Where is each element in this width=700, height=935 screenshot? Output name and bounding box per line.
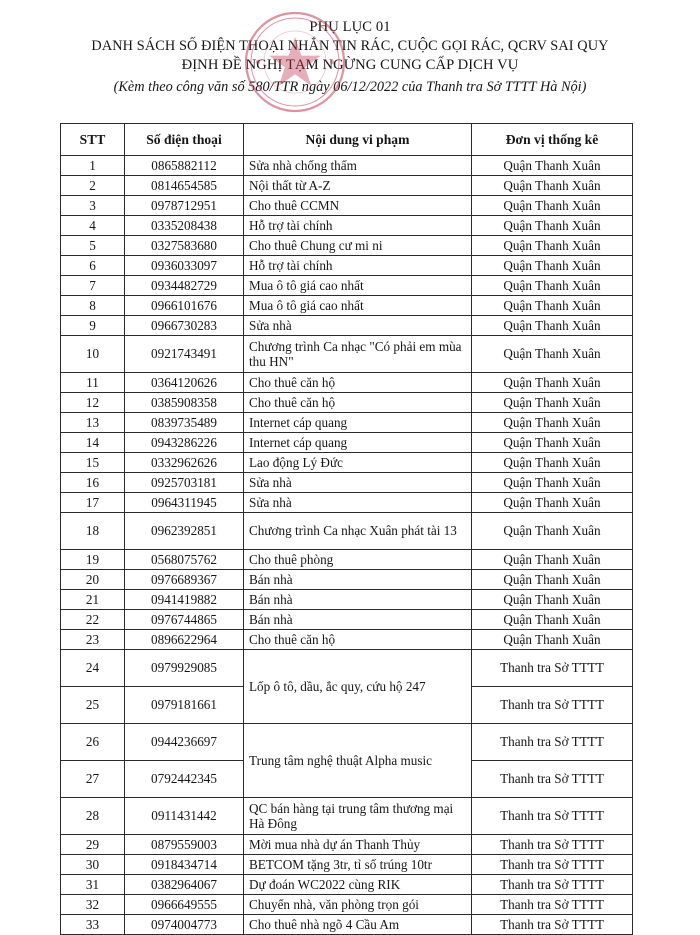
cell-stt: 17 (61, 493, 125, 513)
cell-phone-number: 0921743491 (125, 336, 244, 373)
page-title-line-1: DANH SÁCH SỐ ĐIỆN THOẠI NHẮN TIN RÁC, CUỘC GỌI RÁC, QCRV SAI QUY (91, 38, 609, 54)
cell-violation-content: Cho thuê căn hộ (244, 630, 472, 650)
cell-phone-number: 0964311945 (125, 493, 244, 513)
cell-phone-number: 0896622964 (125, 630, 244, 650)
appendix-label: PHỤ LỤC 01 (309, 19, 391, 35)
cell-phone-number: 0335208438 (125, 216, 244, 236)
cell-stt: 11 (61, 373, 125, 393)
cell-phone-number: 0941419882 (125, 590, 244, 610)
cell-phone-number: 0814654585 (125, 176, 244, 196)
cell-stt: 31 (61, 875, 125, 895)
cell-reporting-unit: Quận Thanh Xuân (472, 196, 633, 216)
table-row (61, 513, 633, 550)
table-row (61, 798, 633, 835)
cell-violation-content: Mời mua nhà dự án Thanh Thủy (244, 835, 472, 855)
cell-reporting-unit: Quận Thanh Xuân (472, 550, 633, 570)
cell-phone-number: 0865882112 (125, 156, 244, 176)
table-row (61, 915, 633, 935)
table-row (61, 276, 633, 296)
cell-reporting-unit: Quận Thanh Xuân (472, 413, 633, 433)
cell-violation-content: Chuyển nhà, văn phòng trọn gói (244, 895, 472, 915)
cell-stt: 12 (61, 393, 125, 413)
cell-violation-content: Internet cáp quang (244, 413, 472, 433)
phone-number-table-container (60, 123, 632, 935)
cell-violation-content: Internet cáp quang (244, 433, 472, 453)
cell-reporting-unit: Thanh tra Sở TTTT (472, 855, 633, 875)
document-header (0, 0, 700, 97)
cell-phone-number: 0943286226 (125, 433, 244, 453)
cell-violation-content: Sửa nhà (244, 473, 472, 493)
cell-phone-number: 0792442345 (125, 761, 244, 798)
cell-reporting-unit: Quận Thanh Xuân (472, 336, 633, 373)
table-row (61, 493, 633, 513)
cell-reporting-unit: Quận Thanh Xuân (472, 393, 633, 413)
cell-phone-number: 0934482729 (125, 276, 244, 296)
column-header-content: Nội dung vi phạm (244, 124, 472, 156)
table-row (61, 373, 633, 393)
cell-violation-content: Cho thuê căn hộ (244, 393, 472, 413)
cell-stt: 28 (61, 798, 125, 835)
cell-stt: 10 (61, 336, 125, 373)
cell-reporting-unit: Quận Thanh Xuân (472, 473, 633, 493)
cell-violation-content: Mua ô tô giá cao nhất (244, 296, 472, 316)
cell-reporting-unit: Quận Thanh Xuân (472, 316, 633, 336)
table-header-row (61, 124, 633, 156)
page-title-line-2: ĐỊNH ĐỀ NGHỊ TẠM NGỪNG CUNG CẤP DỊCH VỤ (181, 57, 519, 73)
cell-stt: 3 (61, 196, 125, 216)
table-row (61, 256, 633, 276)
cell-stt: 33 (61, 915, 125, 935)
table-row (61, 473, 633, 493)
cell-reporting-unit: Quận Thanh Xuân (472, 216, 633, 236)
cell-stt: 21 (61, 590, 125, 610)
cell-violation-content: Sửa nhà chống thấm (244, 156, 472, 176)
cell-phone-number: 0944236697 (125, 724, 244, 761)
table-row (61, 724, 633, 761)
cell-violation-content: Cho thuê CCMN (244, 196, 472, 216)
cell-violation-content: Hỗ trợ tài chính (244, 256, 472, 276)
cell-violation-content: BETCOM tặng 3tr, tỉ số trúng 10tr (244, 855, 472, 875)
cell-phone-number: 0966730283 (125, 316, 244, 336)
cell-violation-content: Chương trình Ca nhạc Xuân phát tài 13 (244, 513, 472, 550)
table-row (61, 176, 633, 196)
cell-phone-number: 0925703181 (125, 473, 244, 493)
document-reference-note: (Kèm theo công văn số 580/TTR ngày 06/12/2022 của Thanh tra Sở TTTT Hà Nội) (113, 79, 587, 95)
cell-stt: 25 (61, 687, 125, 724)
cell-stt: 16 (61, 473, 125, 493)
cell-stt: 13 (61, 413, 125, 433)
cell-reporting-unit: Quận Thanh Xuân (472, 156, 633, 176)
table-row (61, 196, 633, 216)
table-row (61, 650, 633, 687)
table-body (61, 156, 633, 935)
cell-stt: 23 (61, 630, 125, 650)
cell-stt: 2 (61, 176, 125, 196)
table-row (61, 236, 633, 256)
cell-reporting-unit: Thanh tra Sở TTTT (472, 915, 633, 935)
cell-phone-number: 0327583680 (125, 236, 244, 256)
cell-reporting-unit: Quận Thanh Xuân (472, 630, 633, 650)
table-row (61, 156, 633, 176)
cell-reporting-unit: Thanh tra Sở TTTT (472, 835, 633, 855)
table-row (61, 413, 633, 433)
table-row (61, 216, 633, 236)
table-row (61, 570, 633, 590)
cell-stt: 32 (61, 895, 125, 915)
cell-stt: 15 (61, 453, 125, 473)
cell-stt: 14 (61, 433, 125, 453)
cell-stt: 26 (61, 724, 125, 761)
cell-stt: 27 (61, 761, 125, 798)
cell-phone-number: 0911431442 (125, 798, 244, 835)
cell-stt: 8 (61, 296, 125, 316)
cell-stt: 19 (61, 550, 125, 570)
cell-phone-number: 0879559003 (125, 835, 244, 855)
table-row (61, 393, 633, 413)
cell-violation-content: Bán nhà (244, 570, 472, 590)
cell-reporting-unit: Thanh tra Sở TTTT (472, 687, 633, 724)
cell-phone-number: 0974004773 (125, 915, 244, 935)
cell-phone-number: 0839735489 (125, 413, 244, 433)
table-row (61, 453, 633, 473)
cell-reporting-unit: Quận Thanh Xuân (472, 590, 633, 610)
table-row (61, 895, 633, 915)
cell-phone-number: 0918434714 (125, 855, 244, 875)
cell-stt: 4 (61, 216, 125, 236)
column-header-stt: STT (61, 124, 125, 156)
table-row (61, 316, 633, 336)
cell-violation-content: Cho thuê nhà ngõ 4 Cầu Am (244, 915, 472, 935)
cell-reporting-unit: Quận Thanh Xuân (472, 276, 633, 296)
table-row (61, 835, 633, 855)
table-row (61, 550, 633, 570)
table-row (61, 336, 633, 373)
cell-phone-number: 0979181661 (125, 687, 244, 724)
cell-phone-number: 0979929085 (125, 650, 244, 687)
cell-violation-content: QC bán hàng tại trung tâm thương mại Hà Đông (244, 798, 472, 835)
cell-stt: 9 (61, 316, 125, 336)
cell-stt: 20 (61, 570, 125, 590)
cell-reporting-unit: Thanh tra Sở TTTT (472, 875, 633, 895)
table-row (61, 296, 633, 316)
table-row (61, 875, 633, 895)
cell-stt: 29 (61, 835, 125, 855)
cell-violation-content: Cho thuê căn hộ (244, 373, 472, 393)
cell-reporting-unit: Quận Thanh Xuân (472, 610, 633, 630)
cell-reporting-unit: Quận Thanh Xuân (472, 513, 633, 550)
cell-reporting-unit: Quận Thanh Xuân (472, 433, 633, 453)
cell-phone-number: 0382964067 (125, 875, 244, 895)
cell-violation-content: Bán nhà (244, 610, 472, 630)
cell-phone-number: 0332962626 (125, 453, 244, 473)
column-header-phone: Số điện thoại (125, 124, 244, 156)
cell-reporting-unit: Thanh tra Sở TTTT (472, 650, 633, 687)
cell-reporting-unit: Quận Thanh Xuân (472, 236, 633, 256)
cell-violation-content: Dự đoán WC2022 cùng RIK (244, 875, 472, 895)
cell-phone-number: 0966649555 (125, 895, 244, 915)
table-row (61, 610, 633, 630)
cell-stt: 1 (61, 156, 125, 176)
cell-violation-content: Lốp ô tô, dầu, ắc quy, cứu hộ 247 (244, 650, 472, 724)
cell-violation-content: Bán nhà (244, 590, 472, 610)
cell-reporting-unit: Quận Thanh Xuân (472, 256, 633, 276)
cell-violation-content: Cho thuê Chung cư mi ni (244, 236, 472, 256)
cell-reporting-unit: Quận Thanh Xuân (472, 570, 633, 590)
column-header-unit: Đơn vị thống kê (472, 124, 633, 156)
table-row (61, 433, 633, 453)
cell-reporting-unit: Thanh tra Sở TTTT (472, 895, 633, 915)
cell-violation-content: Sửa nhà (244, 316, 472, 336)
cell-phone-number: 0385908358 (125, 393, 244, 413)
cell-violation-content: Chương trình Ca nhạc "Có phải em mùa thu HN" (244, 336, 472, 373)
cell-stt: 7 (61, 276, 125, 296)
cell-phone-number: 0962392851 (125, 513, 244, 550)
cell-phone-number: 0966101676 (125, 296, 244, 316)
table-row (61, 855, 633, 875)
cell-violation-content: Nội thất từ A-Z (244, 176, 472, 196)
table-row (61, 590, 633, 610)
cell-phone-number: 0364120626 (125, 373, 244, 393)
cell-reporting-unit: Quận Thanh Xuân (472, 373, 633, 393)
cell-stt: 30 (61, 855, 125, 875)
cell-reporting-unit: Quận Thanh Xuân (472, 493, 633, 513)
cell-stt: 24 (61, 650, 125, 687)
cell-stt: 18 (61, 513, 125, 550)
cell-violation-content: Mua ô tô giá cao nhất (244, 276, 472, 296)
cell-phone-number: 0568075762 (125, 550, 244, 570)
cell-phone-number: 0976744865 (125, 610, 244, 630)
table-row (61, 630, 633, 650)
cell-phone-number: 0976689367 (125, 570, 244, 590)
cell-reporting-unit: Quận Thanh Xuân (472, 453, 633, 473)
cell-violation-content: Hỗ trợ tài chính (244, 216, 472, 236)
spam-phone-number-table (60, 123, 633, 935)
cell-reporting-unit: Thanh tra Sở TTTT (472, 724, 633, 761)
cell-stt: 22 (61, 610, 125, 630)
cell-violation-content: Sửa nhà (244, 493, 472, 513)
cell-reporting-unit: Thanh tra Sở TTTT (472, 761, 633, 798)
cell-violation-content: Cho thuê phòng (244, 550, 472, 570)
cell-stt: 5 (61, 236, 125, 256)
cell-phone-number: 0936033097 (125, 256, 244, 276)
cell-violation-content: Lao động Lý Đức (244, 453, 472, 473)
cell-reporting-unit: Thanh tra Sở TTTT (472, 798, 633, 835)
cell-violation-content: Trung tâm nghệ thuật Alpha music (244, 724, 472, 798)
cell-phone-number: 0978712951 (125, 196, 244, 216)
cell-reporting-unit: Quận Thanh Xuân (472, 176, 633, 196)
cell-reporting-unit: Quận Thanh Xuân (472, 296, 633, 316)
cell-stt: 6 (61, 256, 125, 276)
